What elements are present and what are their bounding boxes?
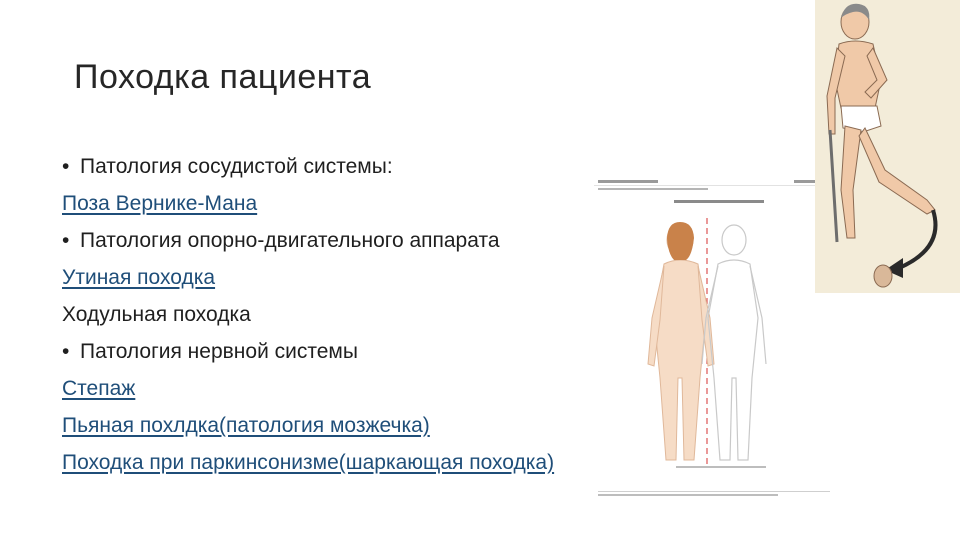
link-drunk-gait[interactable]: Пьяная похлдка(патология мозжечка) bbox=[62, 414, 430, 437]
item-text: Патология нервной системы bbox=[80, 340, 358, 363]
link-duck-gait[interactable]: Утиная походка bbox=[62, 266, 216, 289]
gait-pathology-illustration bbox=[815, 0, 960, 293]
bullet-icon: • bbox=[62, 340, 70, 363]
link-wernicke-mann[interactable]: Поза Вернике-Мана bbox=[62, 192, 258, 215]
link-steppage[interactable]: Степаж bbox=[62, 377, 136, 400]
item-text: Ходульная походка bbox=[62, 303, 251, 326]
slide-title: Походка пациента bbox=[74, 58, 372, 96]
item-text: Патология опорно-двигательного аппарата bbox=[80, 229, 500, 252]
link-parkinson-gait[interactable]: Походка при паркинсонизме(шаркающая походка) bbox=[62, 451, 555, 474]
bullet-icon: • bbox=[62, 155, 70, 178]
bullet-icon: • bbox=[62, 229, 70, 252]
item-text: Патология сосудистой системы: bbox=[80, 155, 393, 178]
human-body-back-view-illustration bbox=[594, 168, 834, 500]
